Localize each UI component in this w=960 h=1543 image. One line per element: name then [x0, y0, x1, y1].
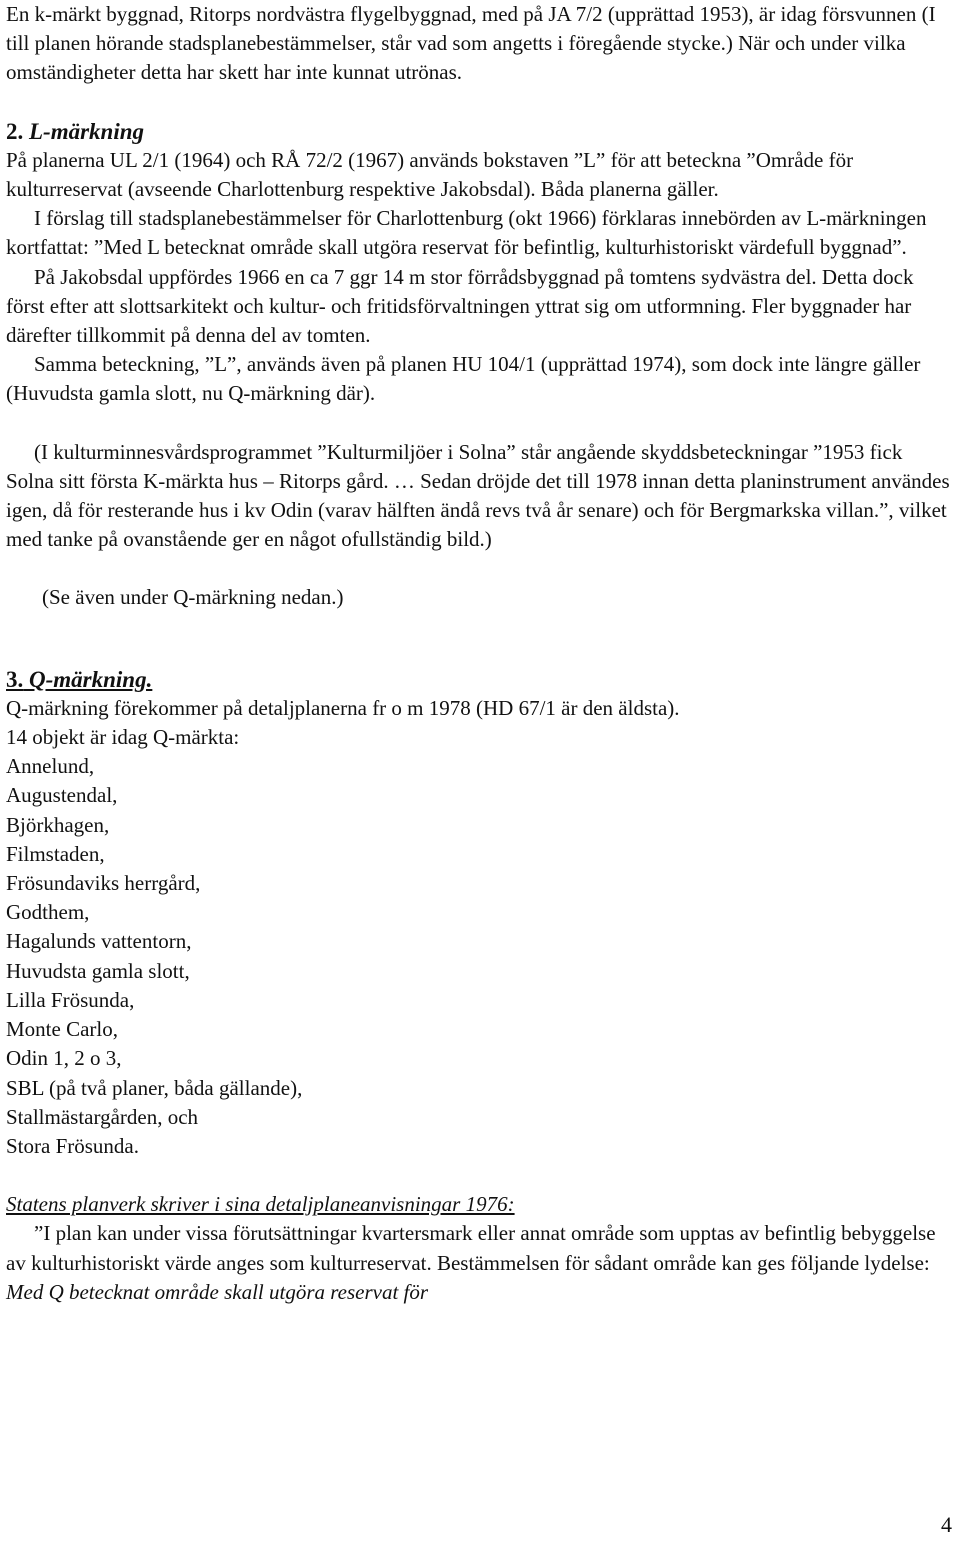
section-3-paragraph-2: 14 objekt är idag Q-märkta:: [6, 725, 240, 750]
list-item: Stallmästargården, och: [6, 1104, 199, 1129]
list-item: Lilla Frösunda,: [6, 987, 135, 1012]
list-item: Hagalunds vattentorn,: [6, 929, 192, 954]
quote-text: ”I plan kan under vissa förutsättningar kvartersmark eller annat område som upptas av befintlig bebyggelse av kulturhistoriskt värde anges som kulturreservat. Bestämmelsen för sådant område kan ges följande lydelse:: [6, 1221, 936, 1275]
section-3-title: Q-märkning.: [29, 666, 153, 692]
document-page: [6, 0, 954, 1307]
spacer: [6, 554, 954, 583]
statens-planverk-heading: Statens planverk skriver i sina detaljplaneanvisningar 1976:: [6, 1192, 515, 1217]
list-item: Stora Frösunda.: [6, 1133, 139, 1158]
section-3-number: 3.: [6, 666, 24, 692]
list-item: Odin 1, 2 o 3,: [6, 1046, 122, 1071]
section-2-number: 2.: [6, 118, 24, 144]
list-item: Huvudsta gamla slott,: [6, 958, 190, 983]
section-2-title: L-märkning: [29, 118, 145, 144]
list-item: Frösundaviks herrgård,: [6, 871, 201, 896]
q-marked-list: [6, 752, 954, 1161]
statens-planverk-quote: [6, 1219, 954, 1307]
list-item: SBL (på två planer, båda gällande),: [6, 1075, 303, 1100]
quote-italic-text: Med Q betecknat område skall utgöra reservat för: [6, 1279, 429, 1304]
list-item: Godthem,: [6, 900, 90, 925]
section-3-paragraph-1: Q-märkning förekommer på detaljplanerna fr o m 1978 (HD 67/1 är den äldsta).: [6, 695, 680, 720]
list-item: Monte Carlo,: [6, 1017, 118, 1042]
spacer: [6, 409, 954, 438]
list-item: Annelund,: [6, 754, 95, 779]
list-item: Björkhagen,: [6, 812, 110, 837]
section-2-paragraph-4: Samma beteckning, ”L”, används även på planen HU 104/1 (upprättad 1974), som dock inte längre gäller (Huvudsta gamla slott, nu Q-märkning där).: [6, 352, 921, 406]
section-2-heading: [6, 117, 954, 146]
spacer: [6, 1161, 954, 1190]
section-2-paragraph-2: I förslag till stadsplanebestämmelser för Charlottenburg (okt 1966) förklaras innebörden av L-märkningen kortfattat: ”Med L betecknat område skall utgöra reservat för befintlig, kulturhistoriskt värdefull byggnad”.: [6, 206, 927, 260]
section-2-paragraph-5: (I kulturminnesvårdsprogrammet ”Kulturmiljöer i Solna” står angående skyddsbeteckningar ”1953 fick Solna sitt första K-märkta hus – Ritorps gård. … Sedan dröjde det till 1978 innan detta planinstrument användes igen, då för resterande hus i kv Odin (varav hälften ändå revs två år senare) och för Bergmarkska villan.”, vilket med tanke på ovanstående ger en något ofullständig bild.): [6, 439, 950, 552]
page-number: 4: [941, 1512, 952, 1537]
section-2-paragraph-6: (Se även under Q-märkning nedan.): [42, 585, 344, 610]
list-item: Augustendal,: [6, 783, 118, 808]
list-item: Filmstaden,: [6, 841, 105, 866]
spacer: [6, 613, 954, 665]
section-2-paragraph-3: På Jakobsdal uppfördes 1966 en ca 7 ggr 14 m stor förrådsbyggnad på tomtens sydvästra del. Detta dock först efter att slottsarkitekt och kultur- och fritidsförvaltningen yttrat sig om utformning. Fler byggnader har därefter tillkommit på denna del av tomten.: [6, 264, 914, 348]
intro-paragraph: En k-märkt byggnad, Ritorps nordvästra flygelbyggnad, med på JA 7/2 (upprättad 1953), är idag försvunnen (I till planen hörande stadsplanebestämmelser, står vad som angetts i föregående stycke.) När och under vilka omständigheter detta har skett har inte kunnat utrönas.: [6, 2, 936, 85]
section-2-paragraph-1: På planerna UL 2/1 (1964) och RÅ 72/2 (1967) används bokstaven ”L” för att beteckna ”Område för kulturreservat (avseende Charlottenburg respektive Jakobsdal). Båda planerna gäller.: [6, 147, 854, 202]
section-3-heading: [6, 665, 954, 694]
spacer: [6, 88, 954, 117]
